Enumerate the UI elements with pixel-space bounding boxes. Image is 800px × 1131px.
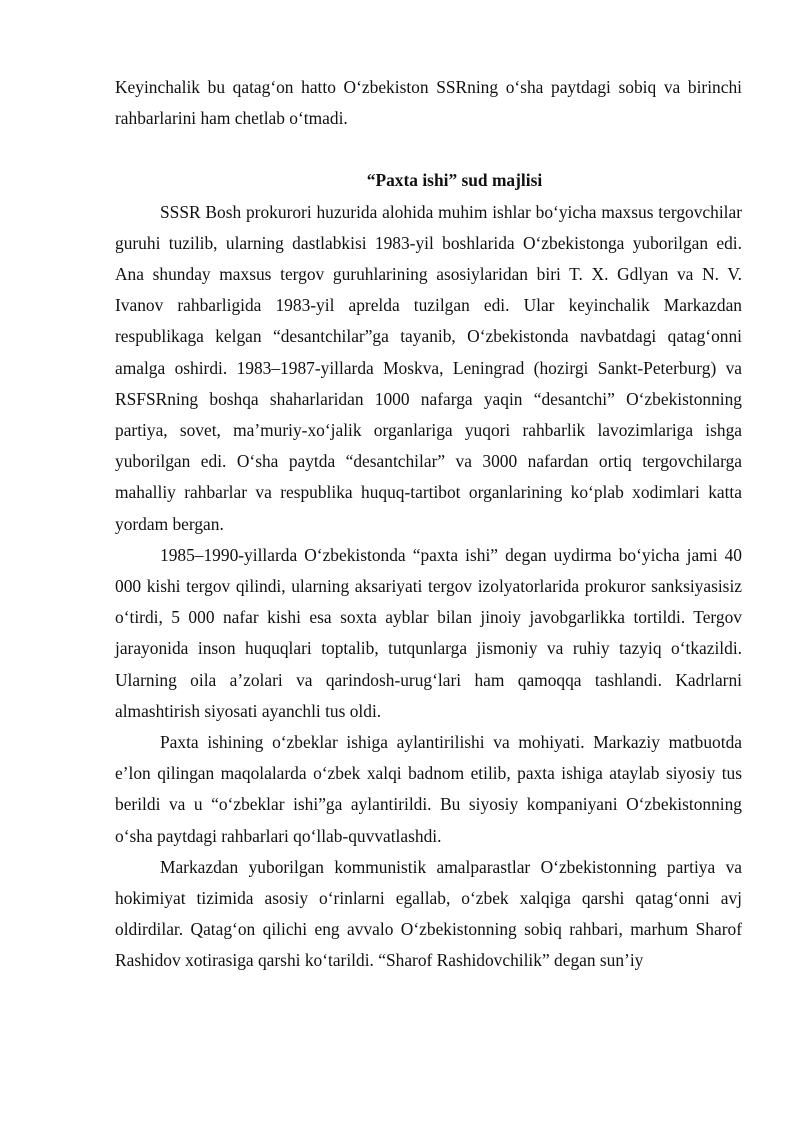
body-paragraph: 1985–1990-yillarda O‘zbekistonda “paxta ishi” degan uydirma bo‘yicha jami 40 000 kishi tergov qilindi, ularning aksariyati tergov izolyatorlarida prokuror sanksiyasisiz o‘tirdi, 5 000 nafar kishi esa soxta ayblar bilan jinoiy javobgarlikka tortildi. Tergov jarayonida inson huquqlari toptalib, tutqunlarga jismoniy va ruhiy tazyiq o‘tkazildi. Ularning oila a’zolari va qarindosh-urug‘lari ham qamoqqa tashlandi. Kadrlarni almashtirish siyosati ayanchli tus oldi. [115, 544, 742, 721]
document-page [115, 72, 742, 977]
intro-paragraph: Keyinchalik bu qatag‘on hatto O‘zbekiston SSRning o‘sha paytdagi sobiq va birinchi rahbarlarini ham chetlab o‘tmadi. [115, 77, 742, 129]
body-paragraph: Paxta ishining o‘zbeklar ishiga aylantirilishi va mohiyati. Markaziy matbuotda e’lon qilingan maqolalarda o‘zbek xalqi badnom etilib, paxta ishiga ataylab siyosiy tus berildi va u “o‘zbeklar ishi”ga aylantirildi. Bu siyosiy kompaniyani O‘zbekistonning o‘sha paytdagi rahbarlari qo‘llab-quvvatlashdi. [115, 732, 742, 846]
body-paragraph: SSSR Bosh prokurori huzurida alohida muhim ishlar bo‘yicha maxsus tergovchilar guruhi tuzilib, ularning dastlabkisi 1983-yil boshlarida O‘zbekistonga yuborilgan edi. Ana shunday maxsus tergov guruhlarining asosiylaridan biri T. X. Gdlyan va N. V. Ivanov rahbarligida 1983-yil aprelda tuzilgan edi. Ular keyinchalik Markazdan respublikaga kelgan “desantchilar”ga tayanib, O‘zbekistonda navbatdagi qatag‘onni amalga oshirdi. 1983–1987-yillarda Moskva, Leningrad (hozirgi Sankt-Peterburg) va RSFSRning boshqa shaharlaridan 1000 nafarga yaqin “desantchi” O‘zbekistonning partiya, sovet, ma’muriy-xo‘jalik organlariga yuqori rahbarlik lavozimlariga ishga yuborilgan edi. O‘sha paytda “desantchilar” va 3000 nafardan ortiq tergovchilarga mahalliy rahbarlar va respublika huquq-tartibot organlarining ko‘plab xodimlari katta yordam bergan. [115, 201, 742, 534]
section-heading: “Paxta ishi” sud majlisi [366, 170, 543, 191]
body-paragraph: Markazdan yuborilgan kommunistik amalparastlar O‘zbekistonning partiya va hokimiyat tizimida asosiy o‘rinlarni egallab, o‘zbek xalqiga qarshi qatag‘onni avj oldirdilar. Qatag‘on qilichi eng avvalo O‘zbekistonning sobiq rahbari, marhum Sharof Rashidov xotirasiga qarshi ko‘tarildi. “Sharof Rashidovchilik” degan sun’iy [115, 856, 742, 971]
